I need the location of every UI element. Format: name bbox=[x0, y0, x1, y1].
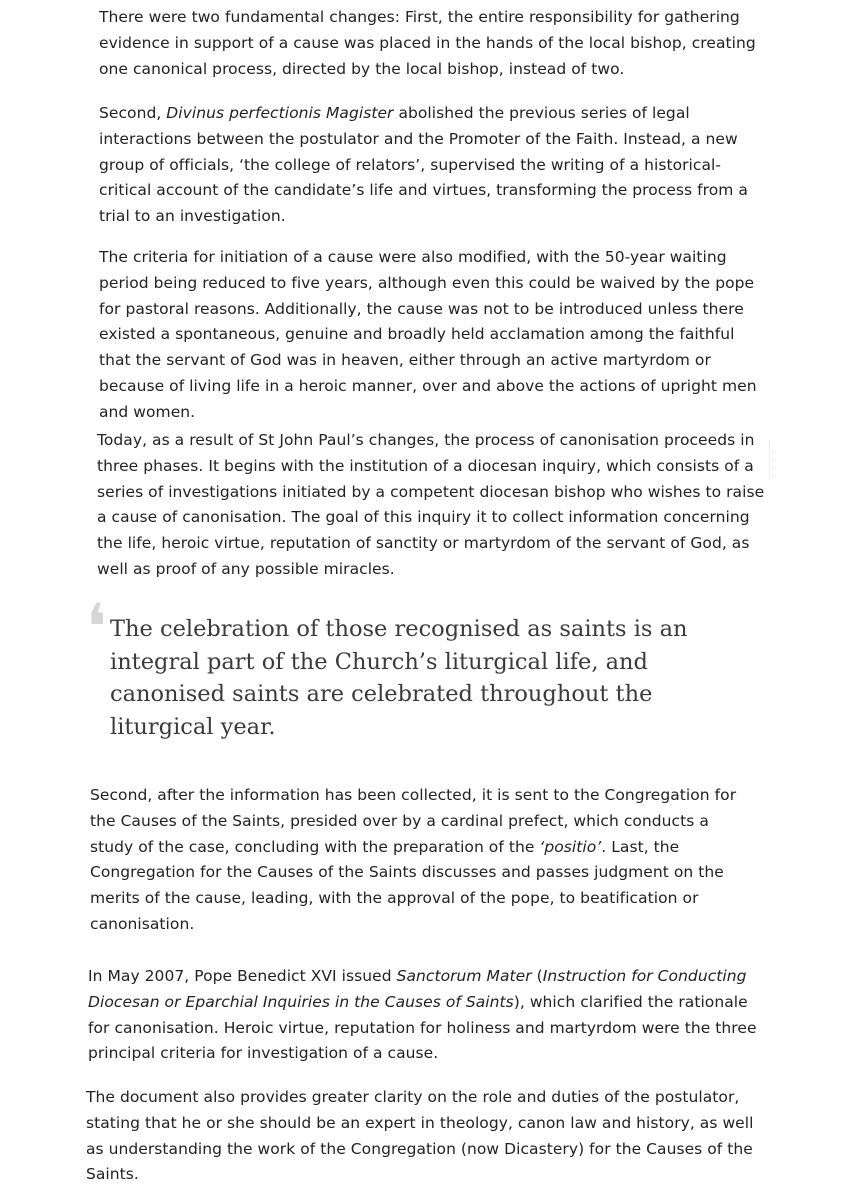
paragraph-congregation bbox=[90, 783, 755, 938]
document-title-italic: Sanctorum Mater bbox=[396, 967, 532, 985]
paragraph-postulator: The document also provides greater clarity on the role and duties of the postulator, stating that he or she should be an expert in theology, canon law and history, as well as understanding the work of the Congregation (now Dicastery) for the Causes of the Saints. bbox=[86, 1088, 754, 1184]
paragraph-divinus-perfectionis bbox=[99, 101, 764, 230]
quote-mark-icon: ❛ bbox=[86, 591, 107, 665]
paragraph-lead: In May 2007, Pope Benedict XVI issued bbox=[88, 967, 397, 985]
positio-italic: ‘positio’ bbox=[539, 837, 602, 856]
document-title-italic: Divinus perfectionis Magister bbox=[166, 104, 394, 122]
paragraph-rest: . Last, the Congregation for the Causes of the Saints discusses and passes judgment on the merits of the cause, leading, with the approval of the pope, to beatification or canonisation. bbox=[90, 837, 724, 933]
paragraph-sanctorum-mater bbox=[88, 964, 758, 1067]
paragraph-fundamental-changes: There were two fundamental changes: First, the entire responsibility for gathering evidence in support of a cause was placed in the hands of the local bishop, creating one canonical process, directed by the local bishop, instead of two. bbox=[99, 8, 756, 78]
instruction-title-italic: Instruction for Conducting Diocesan or Eparchial Inquiries in the Causes of Saints bbox=[88, 967, 747, 1011]
paragraph-criteria: The criteria for initiation of a cause were also modified, with the 50-year waiting period being reduced to five years, although even this could be waived by the pope for pastoral reasons. Additionally, the cause was not to be introduced unless there existed a spontaneous, genuine and broadly held acclamation among the faithful that the servant of God was in heaven, either through an active martyrdom or because of living life in a heroic manner, over and above the actions of upright men and women. bbox=[99, 248, 757, 421]
paragraph-lead: Second, bbox=[99, 104, 167, 122]
scan-artifact bbox=[769, 440, 772, 480]
paragraph-rest: abolished the previous series of legal interactions between the postulator and the Promoter of the Faith. Instead, a new group of officials, ‘the college of relators’, supervised the writing of a historical-critical account of the candidate’s life and virtues, transforming the process from a trial to an investigation. bbox=[99, 104, 748, 226]
paragraph-mid: ( bbox=[531, 967, 543, 985]
paragraph-rest: ), which clarified the rationale for canonisation. Heroic virtue, reputation for holiness and martyrdom were the three principal criteria for investigation of a cause. bbox=[88, 992, 757, 1063]
pull-quote: The celebration of those recognised as saints is an integral part of the Church’s liturgical life, and canonised saints are celebrated throughout the liturgical year. bbox=[110, 616, 688, 740]
paragraph-lead: Second, after the information has been collected, it is sent to the Congregation for the Causes of the Saints, presided over by a cardinal prefect, which conducts a study of the case, concluding with the preparation of the bbox=[90, 786, 737, 856]
paragraph-three-phases: Today, as a result of St John Paul’s changes, the process of canonisation proceeds in three phases. It begins with the institution of a diocesan inquiry, which consists of a series of investigations initiated by a competent diocesan bishop who wishes to raise a cause of canonisation. The goal of this inquiry it to collect information concerning the life, heroic virtue, reputation of sanctity or martyrdom of the servant of God, as well as proof of any possible miracles. bbox=[97, 431, 765, 578]
